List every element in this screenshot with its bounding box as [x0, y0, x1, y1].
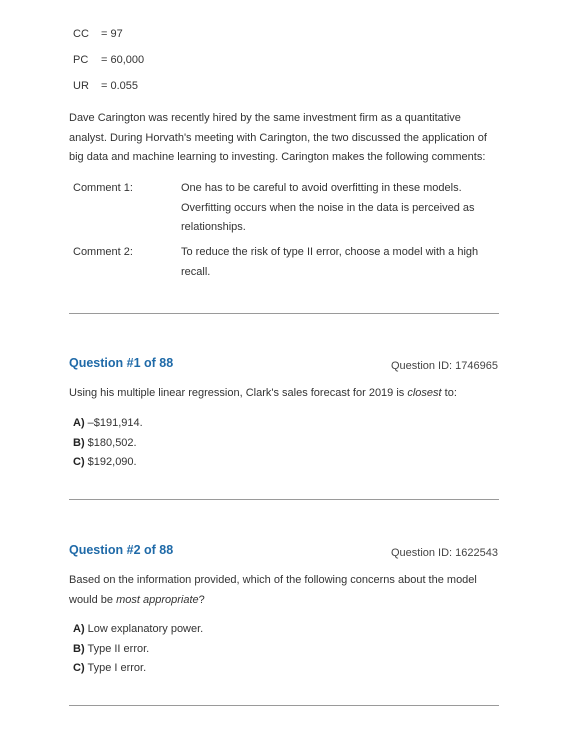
answer-option[interactable] [73, 414, 143, 434]
question-id: Question ID: 1746965 [390, 360, 498, 372]
variable-value: = 97 [101, 28, 123, 40]
answer-option[interactable] [73, 659, 203, 679]
intro-paragraph: Dave Carington was recently hired by the same investment firm as a quantitative analyst. During Horvath's meeting with Carington, the two discussed the application of big data and machine learning to investing. Carington makes the following comments: [69, 112, 487, 163]
comment-text: To reduce the risk of type II error, choose a model with a high recall. [181, 246, 479, 278]
option-letter: A) [73, 417, 85, 429]
comment-label: Comment 1: [73, 182, 133, 194]
variable-value: = 60,000 [101, 54, 145, 66]
option-text: Type II error. [84, 642, 150, 655]
answer-option[interactable] [73, 453, 143, 473]
answer-options [73, 620, 203, 679]
variable-name: UR [73, 80, 89, 92]
variable-value: = 0.055 [101, 80, 139, 92]
answer-options [73, 414, 143, 473]
option-text: $180,502. [84, 436, 137, 449]
option-letter: C) [73, 662, 85, 674]
answer-option[interactable] [73, 640, 203, 660]
option-text: Low explanatory power. [84, 623, 204, 635]
option-letter: A) [73, 623, 85, 635]
question-title: Question #2 of 88 [69, 543, 174, 557]
question-text-part: to: [441, 387, 457, 399]
question-text-emphasis: closest [407, 387, 442, 399]
question-text-part: Using his multiple linear regression, Clark's sales forecast for 2019 is [69, 387, 408, 399]
question-title: Question #1 of 88 [69, 356, 174, 370]
question-id: Question ID: 1622543 [390, 547, 498, 559]
comment-label: Comment 2: [73, 246, 133, 258]
question-text-part: Based on the information provided, which of the following concerns about the model would be [69, 574, 477, 606]
section-divider [69, 313, 499, 314]
option-text: $192,090. [84, 456, 137, 468]
question-text-emphasis: most appropriate [116, 593, 199, 606]
option-letter: B) [73, 436, 85, 449]
section-divider [69, 705, 499, 706]
section-divider [69, 499, 499, 500]
option-text: –$191,914. [84, 417, 143, 429]
option-letter: B) [73, 642, 85, 655]
answer-option[interactable] [73, 620, 203, 640]
answer-option[interactable] [73, 434, 143, 454]
option-text: Type I error. [84, 662, 147, 674]
variable-name: CC [73, 28, 89, 40]
option-letter: C) [73, 456, 85, 468]
question-text [69, 571, 499, 610]
question-text [69, 384, 499, 404]
question-text-part: ? [198, 593, 205, 606]
variable-name: PC [73, 54, 89, 66]
comment-text: One has to be careful to avoid overfitting in these models. Overfitting occurs when the noise in the data is perceived as relationships. [181, 182, 475, 233]
